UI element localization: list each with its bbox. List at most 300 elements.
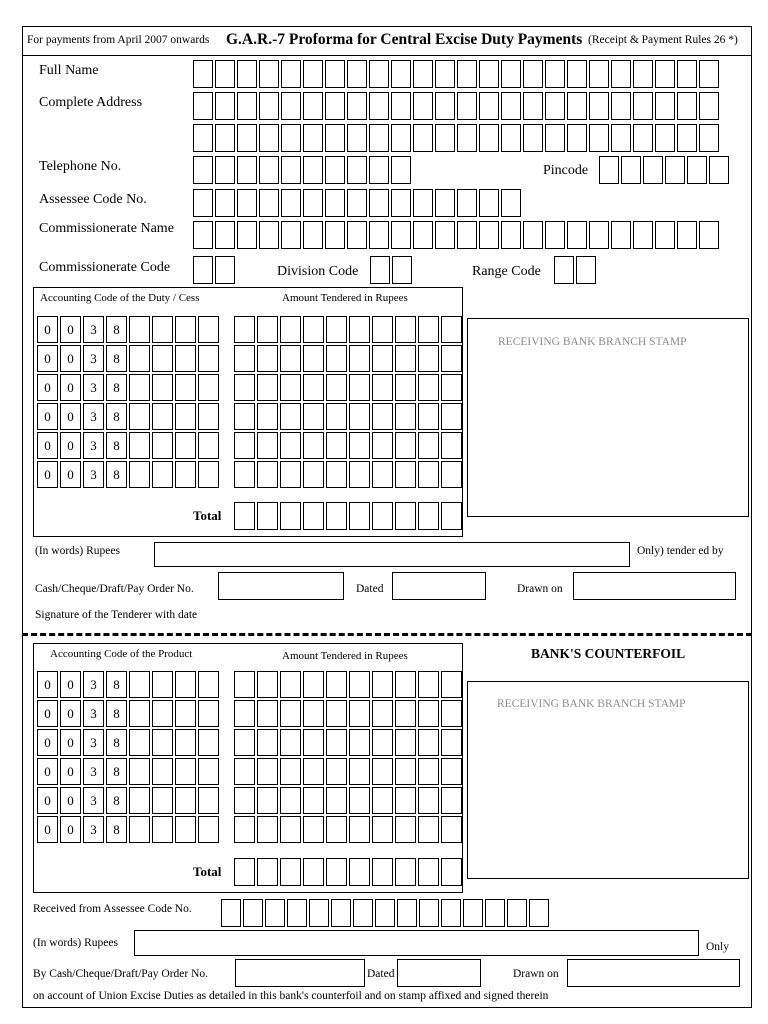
amount-box[interactable] [280, 345, 301, 372]
char-box[interactable] [479, 92, 499, 120]
amount-box[interactable] [441, 374, 462, 401]
char-box[interactable] [215, 124, 235, 152]
char-box[interactable] [372, 858, 393, 886]
char-box[interactable] [655, 60, 675, 88]
char-box[interactable] [259, 189, 279, 217]
char-box[interactable] [215, 92, 235, 120]
char-box[interactable] [463, 899, 483, 927]
amount-box[interactable] [326, 729, 347, 756]
char-box[interactable] [435, 92, 455, 120]
amount-box[interactable] [372, 345, 393, 372]
char-box[interactable] [567, 221, 587, 249]
code-box[interactable] [198, 316, 219, 343]
char-box[interactable] [353, 899, 373, 927]
division-code-field[interactable] [370, 256, 412, 284]
char-box[interactable] [281, 124, 301, 152]
amount-box[interactable] [395, 403, 416, 430]
code-box[interactable] [152, 374, 173, 401]
char-box[interactable] [418, 502, 439, 530]
char-box[interactable] [280, 502, 301, 530]
code-box[interactable] [129, 729, 150, 756]
char-box[interactable] [523, 60, 543, 88]
amount-box[interactable] [326, 374, 347, 401]
char-box[interactable] [643, 156, 663, 184]
char-box[interactable] [215, 221, 235, 249]
char-box[interactable] [699, 221, 719, 249]
char-box[interactable] [611, 60, 631, 88]
amount-box[interactable] [349, 461, 370, 488]
char-box[interactable] [347, 92, 367, 120]
amount-box[interactable] [280, 758, 301, 785]
char-box[interactable] [545, 92, 565, 120]
char-box[interactable] [611, 124, 631, 152]
char-box[interactable] [633, 221, 653, 249]
char-box[interactable] [281, 92, 301, 120]
range-code-field[interactable] [554, 256, 596, 284]
char-box[interactable] [347, 189, 367, 217]
amount-box[interactable] [418, 432, 439, 459]
char-box[interactable] [303, 60, 323, 88]
code-box[interactable] [198, 787, 219, 814]
char-box[interactable] [259, 124, 279, 152]
amount-box[interactable] [280, 671, 301, 698]
char-box[interactable] [507, 899, 527, 927]
char-box[interactable] [457, 124, 477, 152]
char-box[interactable] [457, 60, 477, 88]
amount-box[interactable] [280, 816, 301, 843]
char-box[interactable] [303, 502, 324, 530]
char-box[interactable] [435, 189, 455, 217]
char-box[interactable] [709, 156, 729, 184]
code-box[interactable] [129, 316, 150, 343]
amount-box[interactable] [349, 787, 370, 814]
char-box[interactable] [501, 60, 521, 88]
amount-box[interactable] [234, 461, 255, 488]
code-box[interactable] [198, 461, 219, 488]
amount-box[interactable] [280, 787, 301, 814]
code-box[interactable] [198, 671, 219, 698]
amount-box[interactable] [441, 345, 462, 372]
amount-box[interactable] [257, 461, 278, 488]
product-row-amount[interactable] [234, 671, 462, 698]
char-box[interactable] [215, 256, 235, 284]
char-box[interactable] [281, 221, 301, 249]
code-box[interactable] [129, 374, 150, 401]
char-box[interactable] [655, 221, 675, 249]
code-box[interactable] [152, 787, 173, 814]
char-box[interactable] [523, 92, 543, 120]
amount-box[interactable] [372, 671, 393, 698]
amount-box[interactable] [349, 432, 370, 459]
amount-box[interactable] [418, 700, 439, 727]
char-box[interactable] [501, 92, 521, 120]
code-box[interactable] [175, 403, 196, 430]
char-box[interactable] [554, 256, 574, 284]
duty-row-amount[interactable] [234, 461, 462, 488]
char-box[interactable] [369, 124, 389, 152]
char-box[interactable] [193, 189, 213, 217]
char-box[interactable] [257, 502, 278, 530]
char-box[interactable] [325, 189, 345, 217]
duty-row-amount[interactable] [234, 432, 462, 459]
char-box[interactable] [237, 189, 257, 217]
char-box[interactable] [413, 221, 433, 249]
amount-box[interactable] [234, 374, 255, 401]
char-box[interactable] [234, 858, 255, 886]
counterfoil-instrument-field[interactable] [235, 959, 365, 987]
code-box[interactable] [198, 729, 219, 756]
char-box[interactable] [237, 156, 257, 184]
amount-box[interactable] [303, 816, 324, 843]
char-box[interactable] [193, 256, 213, 284]
char-box[interactable] [280, 858, 301, 886]
amount-box[interactable] [395, 461, 416, 488]
char-box[interactable] [370, 256, 390, 284]
char-box[interactable] [621, 156, 641, 184]
char-box[interactable] [395, 502, 416, 530]
amount-box[interactable] [395, 816, 416, 843]
amount-box[interactable] [418, 461, 439, 488]
product-row-amount[interactable] [234, 700, 462, 727]
char-box[interactable] [257, 858, 278, 886]
amount-box[interactable] [372, 816, 393, 843]
code-box[interactable] [152, 316, 173, 343]
code-box[interactable] [175, 787, 196, 814]
char-box[interactable] [259, 92, 279, 120]
char-box[interactable] [325, 221, 345, 249]
amount-box[interactable] [303, 700, 324, 727]
amount-box[interactable] [303, 758, 324, 785]
char-box[interactable] [457, 189, 477, 217]
char-box[interactable] [303, 156, 323, 184]
code-box[interactable] [129, 671, 150, 698]
amount-box[interactable] [326, 758, 347, 785]
char-box[interactable] [441, 858, 462, 886]
code-box[interactable] [152, 403, 173, 430]
amount-box[interactable] [418, 345, 439, 372]
amount-box[interactable] [349, 729, 370, 756]
amount-box[interactable] [280, 403, 301, 430]
amount-box[interactable] [349, 345, 370, 372]
amount-box[interactable] [418, 729, 439, 756]
amount-box[interactable] [372, 758, 393, 785]
code-box[interactable] [175, 345, 196, 372]
char-box[interactable] [237, 124, 257, 152]
char-box[interactable] [413, 124, 433, 152]
amount-box[interactable] [349, 671, 370, 698]
code-box[interactable] [198, 374, 219, 401]
code-box[interactable] [198, 700, 219, 727]
code-box[interactable] [198, 816, 219, 843]
char-box[interactable] [303, 124, 323, 152]
char-box[interactable] [349, 858, 370, 886]
amount-box[interactable] [234, 432, 255, 459]
amount-box[interactable] [372, 432, 393, 459]
char-box[interactable] [395, 858, 416, 886]
char-box[interactable] [303, 92, 323, 120]
amount-box[interactable] [234, 403, 255, 430]
amount-box[interactable] [326, 316, 347, 343]
char-box[interactable] [215, 189, 235, 217]
char-box[interactable] [633, 92, 653, 120]
char-box[interactable] [325, 92, 345, 120]
char-box[interactable] [369, 92, 389, 120]
code-box[interactable] [152, 758, 173, 785]
duty-row-amount[interactable] [234, 316, 462, 343]
amount-box[interactable] [326, 700, 347, 727]
amount-box[interactable] [349, 374, 370, 401]
amount-box[interactable] [441, 432, 462, 459]
amount-box[interactable] [257, 700, 278, 727]
char-box[interactable] [545, 124, 565, 152]
char-box[interactable] [589, 92, 609, 120]
char-box[interactable] [303, 221, 323, 249]
commissionerate-code-field[interactable] [193, 256, 235, 284]
amount-box[interactable] [395, 345, 416, 372]
amount-box[interactable] [303, 729, 324, 756]
char-box[interactable] [501, 221, 521, 249]
char-box[interactable] [413, 60, 433, 88]
address-field-line2[interactable] [193, 124, 719, 152]
code-box[interactable] [129, 432, 150, 459]
code-box[interactable] [129, 787, 150, 814]
char-box[interactable] [369, 156, 389, 184]
amount-box[interactable] [395, 671, 416, 698]
amount-box[interactable] [441, 816, 462, 843]
amount-box[interactable] [257, 345, 278, 372]
char-box[interactable] [391, 156, 411, 184]
char-box[interactable] [441, 899, 461, 927]
amount-box[interactable] [257, 671, 278, 698]
amount-box[interactable] [395, 432, 416, 459]
amount-box[interactable] [372, 700, 393, 727]
char-box[interactable] [265, 899, 285, 927]
amount-box[interactable] [326, 345, 347, 372]
char-box[interactable] [259, 60, 279, 88]
code-box[interactable] [129, 345, 150, 372]
amount-box[interactable] [303, 461, 324, 488]
char-box[interactable] [687, 156, 707, 184]
char-box[interactable] [413, 92, 433, 120]
char-box[interactable] [391, 60, 411, 88]
telephone-field[interactable] [193, 156, 411, 184]
amount-box[interactable] [234, 816, 255, 843]
amount-box[interactable] [280, 729, 301, 756]
code-box[interactable] [129, 403, 150, 430]
char-box[interactable] [372, 502, 393, 530]
amount-box[interactable] [395, 729, 416, 756]
code-box[interactable] [198, 758, 219, 785]
duty-total-field[interactable] [234, 502, 462, 530]
char-box[interactable] [215, 60, 235, 88]
code-box[interactable] [175, 816, 196, 843]
char-box[interactable] [567, 92, 587, 120]
char-box[interactable] [325, 156, 345, 184]
drawn-on-field[interactable] [573, 572, 736, 600]
char-box[interactable] [369, 189, 389, 217]
char-box[interactable] [221, 899, 241, 927]
char-box[interactable] [501, 189, 521, 217]
char-box[interactable] [331, 899, 351, 927]
amount-box[interactable] [441, 700, 462, 727]
counterfoil-amount-words-field[interactable] [134, 930, 699, 956]
char-box[interactable] [523, 124, 543, 152]
char-box[interactable] [479, 124, 499, 152]
char-box[interactable] [633, 60, 653, 88]
char-box[interactable] [545, 221, 565, 249]
code-box[interactable] [175, 374, 196, 401]
char-box[interactable] [325, 60, 345, 88]
full-name-field[interactable] [193, 60, 719, 88]
char-box[interactable] [281, 60, 301, 88]
char-box[interactable] [193, 92, 213, 120]
amount-box[interactable] [326, 816, 347, 843]
char-box[interactable] [243, 899, 263, 927]
char-box[interactable] [347, 124, 367, 152]
char-box[interactable] [237, 221, 257, 249]
char-box[interactable] [589, 124, 609, 152]
address-field-line1[interactable] [193, 92, 719, 120]
char-box[interactable] [435, 221, 455, 249]
char-box[interactable] [677, 92, 697, 120]
char-box[interactable] [699, 60, 719, 88]
amount-box[interactable] [326, 461, 347, 488]
amount-box[interactable] [418, 671, 439, 698]
char-box[interactable] [633, 124, 653, 152]
char-box[interactable] [375, 899, 395, 927]
char-box[interactable] [369, 60, 389, 88]
amount-box[interactable] [257, 403, 278, 430]
char-box[interactable] [215, 156, 235, 184]
code-box[interactable] [175, 671, 196, 698]
char-box[interactable] [281, 156, 301, 184]
amount-box[interactable] [303, 671, 324, 698]
amount-box[interactable] [395, 374, 416, 401]
char-box[interactable] [391, 189, 411, 217]
char-box[interactable] [326, 502, 347, 530]
char-box[interactable] [611, 92, 631, 120]
amount-box[interactable] [326, 671, 347, 698]
code-box[interactable] [175, 461, 196, 488]
amount-box[interactable] [418, 316, 439, 343]
amount-box[interactable] [234, 345, 255, 372]
code-box[interactable] [152, 700, 173, 727]
code-box[interactable] [198, 432, 219, 459]
code-box[interactable] [152, 461, 173, 488]
amount-box[interactable] [418, 374, 439, 401]
amount-box[interactable] [395, 758, 416, 785]
char-box[interactable] [349, 502, 370, 530]
product-row-amount[interactable] [234, 729, 462, 756]
amount-box[interactable] [372, 374, 393, 401]
code-box[interactable] [198, 403, 219, 430]
amount-box[interactable] [234, 700, 255, 727]
code-box[interactable] [152, 345, 173, 372]
char-box[interactable] [193, 124, 213, 152]
commissionerate-name-field[interactable] [193, 221, 719, 249]
char-box[interactable] [677, 221, 697, 249]
amount-box[interactable] [349, 758, 370, 785]
char-box[interactable] [281, 189, 301, 217]
amount-box[interactable] [395, 787, 416, 814]
char-box[interactable] [347, 156, 367, 184]
char-box[interactable] [501, 124, 521, 152]
char-box[interactable] [193, 156, 213, 184]
char-box[interactable] [418, 858, 439, 886]
char-box[interactable] [326, 858, 347, 886]
char-box[interactable] [576, 256, 596, 284]
amount-box[interactable] [441, 461, 462, 488]
duty-row-amount[interactable] [234, 374, 462, 401]
amount-box[interactable] [441, 403, 462, 430]
char-box[interactable] [347, 221, 367, 249]
char-box[interactable] [457, 221, 477, 249]
amount-box[interactable] [257, 374, 278, 401]
char-box[interactable] [567, 124, 587, 152]
char-box[interactable] [325, 124, 345, 152]
amount-box[interactable] [372, 403, 393, 430]
product-total-field[interactable] [234, 858, 462, 886]
char-box[interactable] [479, 60, 499, 88]
dated-field[interactable] [392, 572, 486, 600]
char-box[interactable] [391, 221, 411, 249]
amount-box[interactable] [326, 403, 347, 430]
amount-box[interactable] [441, 758, 462, 785]
amount-box[interactable] [234, 758, 255, 785]
amount-box[interactable] [257, 432, 278, 459]
char-box[interactable] [391, 92, 411, 120]
amount-box[interactable] [326, 787, 347, 814]
amount-box[interactable] [372, 787, 393, 814]
received-assessee-code-field[interactable] [221, 899, 549, 927]
char-box[interactable] [347, 60, 367, 88]
char-box[interactable] [397, 899, 417, 927]
char-box[interactable] [523, 221, 543, 249]
amount-box[interactable] [234, 729, 255, 756]
char-box[interactable] [303, 189, 323, 217]
char-box[interactable] [479, 221, 499, 249]
amount-box[interactable] [257, 816, 278, 843]
pincode-field[interactable] [599, 156, 729, 184]
char-box[interactable] [392, 256, 412, 284]
char-box[interactable] [435, 60, 455, 88]
amount-box[interactable] [349, 816, 370, 843]
amount-box[interactable] [303, 345, 324, 372]
char-box[interactable] [193, 221, 213, 249]
assessee-code-field[interactable] [193, 189, 521, 217]
code-box[interactable] [198, 345, 219, 372]
amount-box[interactable] [395, 700, 416, 727]
amount-box[interactable] [280, 374, 301, 401]
amount-box[interactable] [441, 316, 462, 343]
amount-box[interactable] [257, 729, 278, 756]
char-box[interactable] [419, 899, 439, 927]
amount-box[interactable] [257, 787, 278, 814]
amount-box[interactable] [349, 316, 370, 343]
char-box[interactable] [369, 221, 389, 249]
amount-box[interactable] [303, 432, 324, 459]
duty-row-amount[interactable] [234, 345, 462, 372]
code-box[interactable] [129, 758, 150, 785]
char-box[interactable] [259, 221, 279, 249]
char-box[interactable] [529, 899, 549, 927]
char-box[interactable] [677, 60, 697, 88]
amount-box[interactable] [441, 787, 462, 814]
char-box[interactable] [545, 60, 565, 88]
amount-box[interactable] [303, 374, 324, 401]
amount-box[interactable] [234, 671, 255, 698]
code-box[interactable] [129, 700, 150, 727]
